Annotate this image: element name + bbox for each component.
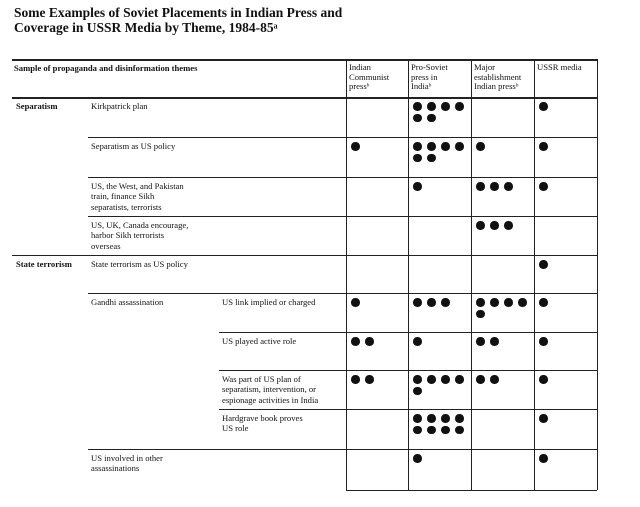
table-title <box>14 5 574 35</box>
placement-dot <box>365 337 374 346</box>
dot-group <box>413 182 469 191</box>
column-divider <box>346 59 347 490</box>
placement-dot <box>539 142 548 151</box>
placement-dot <box>490 298 499 307</box>
placement-dot <box>476 182 485 191</box>
placement-dot <box>441 375 450 384</box>
dot-group <box>413 375 469 395</box>
subtheme-label: US played active role <box>222 336 297 346</box>
placement-dot <box>413 298 422 307</box>
theme-label: US, the West, and Pakistan <box>91 181 184 191</box>
placement-dot <box>427 102 436 111</box>
placement-dot <box>490 375 499 384</box>
dot-group <box>413 414 469 434</box>
placement-dot <box>413 154 422 163</box>
placement-dot <box>441 102 450 111</box>
placement-dot <box>455 102 464 111</box>
placement-dot <box>476 142 485 151</box>
placement-dot <box>518 298 527 307</box>
placement-dot <box>351 375 360 384</box>
theme-label: Kirkpatrick plan <box>91 101 148 111</box>
dot-group <box>351 337 406 346</box>
placement-dot <box>504 182 513 191</box>
dot-group <box>413 142 469 162</box>
placement-dot <box>413 114 422 123</box>
theme-label: US, UK, Canada encourage, <box>91 220 189 230</box>
placement-dot <box>490 337 499 346</box>
placement-dot <box>427 414 436 423</box>
header-column-1-line: pressᵇ <box>349 81 370 91</box>
subtheme-label: separatism, intervention, or <box>222 384 317 395</box>
placement-dot <box>413 387 422 396</box>
placement-dot <box>441 298 450 307</box>
row-divider <box>12 255 597 256</box>
dot-group <box>539 337 595 346</box>
header-column-1-line: Indian <box>349 62 371 72</box>
category-label: Separatism <box>16 101 58 111</box>
placement-dot <box>365 375 374 384</box>
dot-group <box>476 337 532 346</box>
theme-label: train, finance Sikh <box>91 191 155 202</box>
theme-label: assassinations <box>91 463 140 474</box>
dot-group <box>476 298 532 318</box>
header-column-2-line: press in <box>411 71 438 82</box>
placement-dot <box>455 414 464 423</box>
placement-dot <box>351 298 360 307</box>
dot-group <box>351 375 406 384</box>
theme-label: separatists, terrorists <box>91 201 162 212</box>
theme-label: Gandhi assassination <box>91 297 164 307</box>
placement-dot <box>490 221 499 230</box>
subtheme-label: espionage activities in India <box>222 394 319 405</box>
theme-label: harbor Sikh terrorists <box>91 230 165 241</box>
subtheme-label: US role <box>222 423 249 434</box>
placement-dot <box>539 102 548 111</box>
placement-dot <box>413 182 422 191</box>
header-column-3-line: establishment <box>474 71 522 82</box>
dot-group <box>476 182 532 191</box>
row-divider <box>88 177 597 178</box>
table-bottom-rule <box>346 490 597 491</box>
placement-dot <box>441 426 450 435</box>
placement-dot <box>539 375 548 384</box>
placement-dot <box>413 414 422 423</box>
header-column-2-line: Indiaᵇ <box>411 81 432 91</box>
subtheme-label: US link implied or charged <box>222 297 316 307</box>
placement-dot <box>413 375 422 384</box>
table-title-line-2: Coverage in USSR Media by Theme, 1984-85ᵃ <box>14 20 278 35</box>
placement-dot <box>413 142 422 151</box>
row-divider <box>88 216 597 217</box>
placement-dot <box>539 414 548 423</box>
placement-dot <box>413 454 422 463</box>
column-divider <box>471 59 472 490</box>
dot-group <box>351 298 406 307</box>
placement-dot <box>476 337 485 346</box>
placement-dot <box>427 154 436 163</box>
subtheme-label: Was part of US plan of <box>222 374 301 384</box>
header-top-rule <box>12 59 597 61</box>
placement-dot <box>427 426 436 435</box>
dot-group <box>351 142 406 151</box>
row-divider <box>88 137 597 138</box>
theme-label: US involved in other <box>91 453 163 463</box>
placement-dot <box>351 142 360 151</box>
placement-dot <box>441 142 450 151</box>
theme-label: State terrorism as US policy <box>91 259 188 269</box>
placement-dot <box>413 337 422 346</box>
dot-group <box>539 182 595 191</box>
placement-dot <box>504 221 513 230</box>
placement-dot <box>539 182 548 191</box>
dot-group <box>539 298 595 307</box>
row-divider <box>88 293 597 294</box>
placement-dot <box>427 142 436 151</box>
dot-group <box>539 102 595 111</box>
placement-dot <box>539 454 548 463</box>
placement-dot <box>504 298 513 307</box>
placement-dot <box>476 221 485 230</box>
header-column-3-line: Major <box>474 62 496 72</box>
placement-dot <box>476 310 485 319</box>
placement-dot <box>539 337 548 346</box>
placement-dot <box>455 426 464 435</box>
theme-label: overseas <box>91 240 121 251</box>
column-divider <box>597 59 598 490</box>
dot-group <box>413 298 469 307</box>
dot-group <box>539 260 595 269</box>
placement-dot <box>441 414 450 423</box>
placement-dot <box>476 375 485 384</box>
dot-group <box>413 102 469 122</box>
header-column-4-line: USSR media <box>537 62 582 72</box>
header-bottom-rule <box>12 97 597 99</box>
table-title-line-1: Some Examples of Soviet Placements in Indian Press and <box>14 5 343 20</box>
row-divider <box>88 449 597 450</box>
placement-dot <box>413 102 422 111</box>
placement-dot <box>476 298 485 307</box>
header-column-3-line: Indian pressᵇ <box>474 81 519 91</box>
placement-dot <box>539 260 548 269</box>
theme-label: Separatism as US policy <box>91 141 176 151</box>
dot-group <box>539 454 595 463</box>
dot-group <box>476 142 532 151</box>
dot-group <box>476 375 532 384</box>
placement-dot <box>351 337 360 346</box>
placement-dot <box>427 114 436 123</box>
dot-group <box>539 142 595 151</box>
dot-group <box>413 454 469 463</box>
placement-dot <box>539 298 548 307</box>
placement-dot <box>413 426 422 435</box>
subtheme-label: Hardgrave book proves <box>222 413 303 423</box>
placement-dot <box>427 375 436 384</box>
header-column-2-line: Pro-Soviet <box>411 62 448 72</box>
placement-dot <box>427 298 436 307</box>
header-column-1-line: Communist <box>349 71 390 82</box>
placement-dot <box>455 375 464 384</box>
column-divider <box>408 59 409 490</box>
category-label: State terrorism <box>16 259 72 269</box>
dot-group <box>413 337 469 346</box>
header-themes-label: Sample of propaganda and disinformation themes <box>14 63 198 73</box>
placement-dot <box>455 142 464 151</box>
column-divider <box>534 59 535 490</box>
dot-group <box>476 221 532 230</box>
dot-group <box>539 414 595 423</box>
dot-group <box>539 375 595 384</box>
placement-dot <box>490 182 499 191</box>
